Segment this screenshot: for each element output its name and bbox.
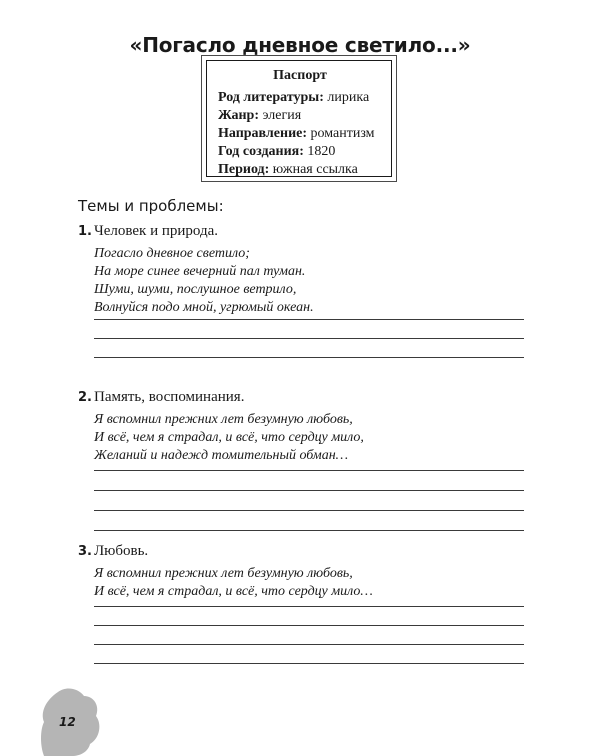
theme-section-1: [78, 222, 526, 317]
passport-label: Год создания:: [218, 144, 304, 159]
answer-line[interactable]: [94, 319, 524, 320]
answer-line[interactable]: [94, 663, 524, 664]
passport-row-period: [218, 161, 391, 179]
theme-title-text: Любовь.: [94, 543, 149, 559]
passport-row-direction: [218, 125, 391, 143]
answer-line[interactable]: [94, 625, 524, 626]
answer-line[interactable]: [94, 357, 524, 358]
answer-line[interactable]: [94, 510, 524, 511]
page-number: 12: [59, 715, 76, 729]
answer-line[interactable]: [94, 644, 524, 645]
passport-value: лирика: [323, 90, 370, 105]
page-title: «Погасло дневное светило...»: [129, 33, 471, 57]
passport-value: элегия: [259, 108, 302, 123]
poem-line: На море синее вечерний пал туман.: [94, 264, 306, 279]
poem-line: Я вспомнил прежних лет безумную любовь,: [94, 566, 353, 581]
theme-title: [78, 388, 526, 407]
poem-line: И всё, чем я страдал, и всё, что сердцу мило…: [94, 584, 373, 599]
passport-box: [206, 60, 392, 177]
theme-number: 1.: [78, 224, 92, 239]
poem-line: Волнуйся подо мной, угрюмый океан.: [94, 300, 314, 315]
passport-heading: Паспорт: [273, 68, 327, 83]
theme-title: [78, 542, 526, 561]
poem-excerpt: [94, 411, 526, 465]
passport-label: Направление:: [218, 126, 308, 141]
answer-line[interactable]: [94, 470, 524, 471]
passport-label: Период:: [218, 162, 270, 177]
poem-line: Желаний и надежд томительный обман…: [94, 448, 349, 463]
poem-excerpt: [94, 245, 526, 317]
theme-number: 2.: [78, 390, 92, 405]
poem-line: Погасло дневное светило;: [94, 246, 250, 261]
poem-line: Я вспомнил прежних лет безумную любовь,: [94, 412, 353, 427]
theme-title-text: Память, воспоминания.: [94, 389, 245, 405]
answer-line[interactable]: [94, 490, 524, 491]
passport-label: Род литературы:: [218, 90, 324, 105]
themes-heading: Темы и проблемы:: [78, 197, 224, 215]
poem-line: И всё, чем я страдал, и всё, что сердцу мило,: [94, 430, 364, 445]
passport-value: романтизм: [307, 126, 375, 141]
theme-number: 3.: [78, 544, 92, 559]
answer-line[interactable]: [94, 530, 524, 531]
passport-row-genre-kind: [218, 89, 391, 107]
theme-title: [78, 222, 526, 241]
theme-title-text: Человек и природа.: [94, 223, 219, 239]
passport-row-year: [218, 143, 391, 161]
poem-line: Шуми, шуми, послушное ветрило,: [94, 282, 297, 297]
passport-value: южная ссылка: [269, 162, 358, 177]
poem-excerpt: [94, 565, 526, 601]
passport-row-genre: [218, 107, 391, 125]
theme-section-3: [78, 542, 526, 601]
passport-label: Жанр:: [218, 108, 260, 123]
answer-line[interactable]: [94, 338, 524, 339]
theme-section-2: [78, 388, 526, 465]
passport-value: 1820: [303, 144, 336, 159]
answer-line[interactable]: [94, 606, 524, 607]
